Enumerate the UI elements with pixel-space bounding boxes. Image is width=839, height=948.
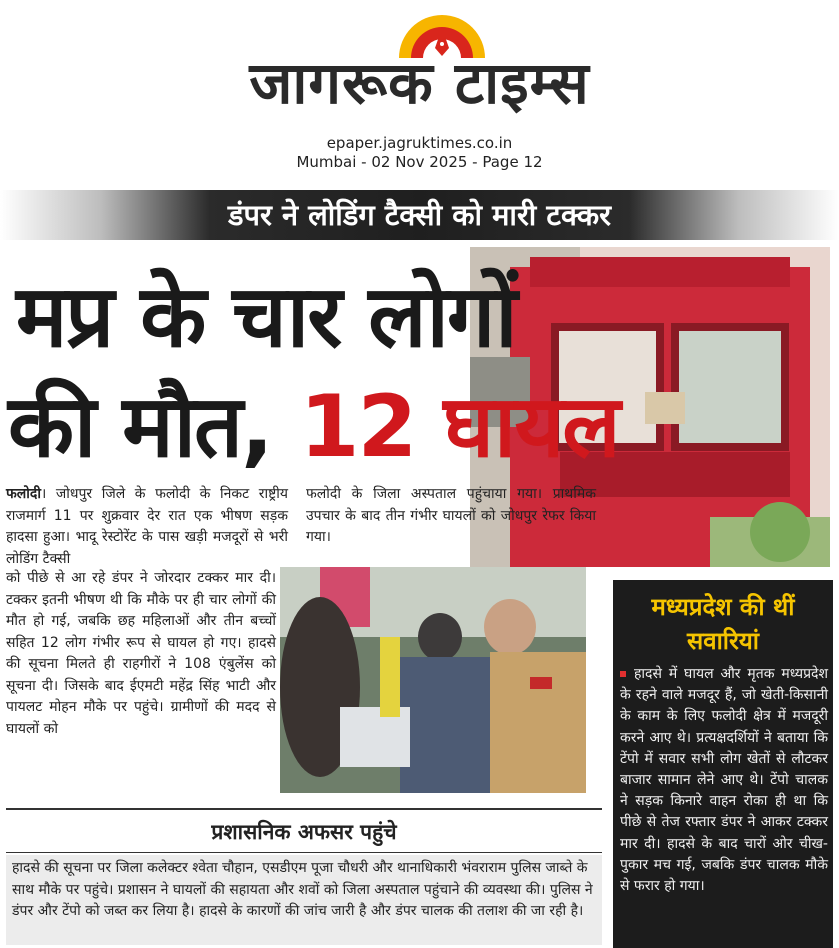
edition-info: Mumbai - 02 Nov 2025 - Page 12 — [296, 153, 543, 171]
sub-section-heading: प्रशासनिक अफसर पहुंचे — [211, 820, 397, 844]
sidebar-title: मध्यप्रदेश की थीं सवारियां — [651, 593, 795, 655]
sub-section-text: हादसे की सूचना पर जिला कलेक्टर श्वेता चौहान, एसडीएम पूजा चौधरी और थानाधिकारी भंवराराम पुलिस जाब्ते के साथ मौके पर पहुंचे। प्रशासन ने घायलों की सहायता और शवों को जिला अस्पताल पहुंचाने की व्यवस्था की। पुलिस ने डंपर और टेंपो को जब्त कर लिया है। हादसे के कारणों की जांच जारी है और डंपर चालक की तलाश की जा रही है। — [12, 860, 593, 919]
headline-line-2 — [8, 372, 619, 482]
article-text-left-bottom: को पीछे से आ रहे डंपर ने जोरदार टक्कर मार दी। टक्कर इतनी भीषण थी कि मौके पर ही चार लोगों की मौत हो गई, जबकि छह महिलाओं और तीन बच्चों सहित 12 लोग गंभीर रूप से घायल हो गए। हादसे की सूचना मिलते ही राहगीरों ने 108 एंबुलेंस को सूचना दी। जिसके बाद ईएमटी महेंद्र सिंह भाटी और पायलट मोहन मौके पर पहुंचे। ग्रामीणों की मदद से घायलों को — [6, 570, 276, 737]
article-column-left-top — [6, 484, 288, 570]
dateline: फलोदी — [6, 486, 41, 502]
sidebar-body — [620, 664, 828, 897]
headline-line-1: मप्र के चार लोगों — [16, 267, 516, 367]
section-rule-bottom — [6, 852, 602, 853]
article-text-left-top: । जोधपुर जिले के फलोदी के निकट राष्ट्रीय राजमार्ग 11 पर शुक्रवार देर रात एक भीषण सड़क हादसा हुआ। भादू रेस्टोरेंट के पास खड़ी मजदूरों से भरी लोडिंग टैक्सी — [6, 486, 288, 567]
red-square-bullet-icon — [620, 671, 626, 677]
newspaper-logo[interactable]: जागरूक टाइम्स — [249, 49, 590, 117]
headline-red-figure: 12 घायल — [299, 377, 619, 477]
sidebar-text: हादसे में घायल और मृतक मध्यप्रदेश के रहने वाले मजदूर हैं, जो खेती-किसानी के काम के लिए फलोदी क्षेत्र में मजदूरी करने आए थे। प्रत्यक्षदर्शियों ने बताया कि टेंपो में सवार सभी लोग खेतों से लौटकर बाजार सामान लेने आए थे। टेंपो चालक ने सड़क किनारे वाहन रोका ही था कि पीछे से तेज रफ्तार डंपर ने आकर टक्कर मार दी। हादसे के बाद चारों ओर चीख-पुकार मच गई, जबकि डंपर चालक मौके से फरार हो गया। — [620, 666, 828, 895]
headline-prefix: की मौत, — [8, 377, 300, 477]
section-rule-top — [6, 808, 602, 810]
site-url[interactable]: epaper.jagruktimes.co.in — [326, 134, 513, 152]
article-kicker: डंपर ने लोडिंग टैक्सी को मारी टक्कर — [228, 198, 611, 232]
article-text-right-top: फलोदी के जिला अस्पताल पहुंचाया गया। प्राथमिक उपचार के बाद तीन गंभीर घायलों को जोधपुर रेफर किया गया। — [306, 486, 596, 545]
injured-crowd-photo — [280, 567, 586, 793]
